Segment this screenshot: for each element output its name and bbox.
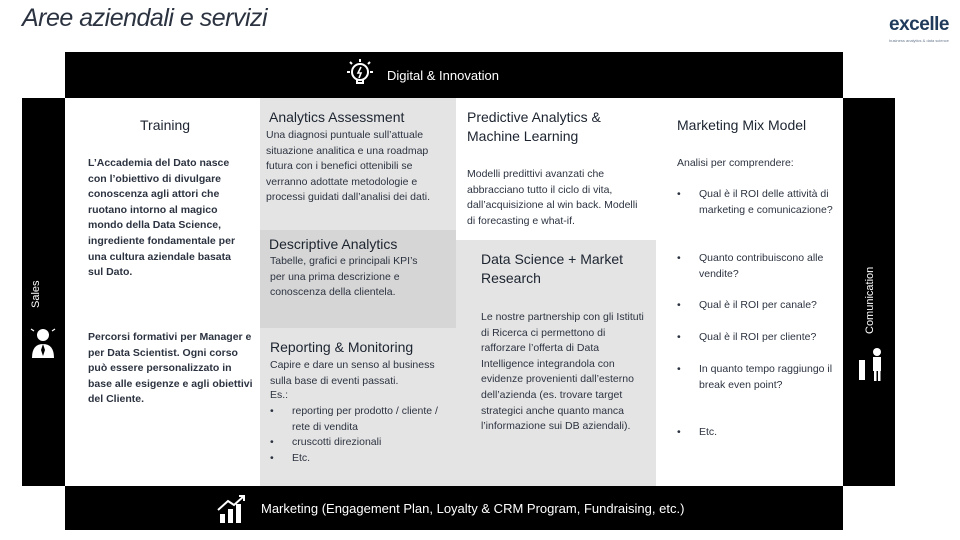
analytics-assessment-text: Una diagnosi puntuale sull’attuale situazione analitica e una roadmap futura con i benefici ottenibili se verranno adottate metodologie e processi guidati dall’analisi dei dati. (266, 129, 431, 204)
descriptive-analytics-text: Tabelle, grafici e principali KPI’s per una prima descrizione e conoscenza della clientela. (270, 255, 418, 299)
reporting-monitoring-text: Capire e dare un senso al business sulla base di eventi passati. (270, 359, 435, 387)
data-science-market-text: Le nostre partnership con gli Istituti di Ricerca ci permettono di rafforzare l’offerta di Data Intelligence integrandola con evidenze provenienti dall’esterno dell’azienda (es. trovare target strategici anche quanto manca l’informazione sui DB aziendali). (481, 311, 644, 433)
reporting-bullet-3: • Etc. (270, 451, 440, 467)
sales-label: Sales (30, 280, 42, 308)
training-courses-text: Percorsi formativi per Manager e per Data Scientist. Ogni corso può essere personalizzato in base alle esigenze e agli obiettivi del Cliente. (88, 331, 253, 406)
reporting-es-label: Es.: (270, 389, 289, 401)
marketing-band (65, 486, 843, 530)
data-science-market-box (456, 240, 656, 486)
communication-label: Comunication (864, 266, 876, 334)
predictive-analytics-heading: Predictive Analytics & Machine Learning (467, 109, 601, 144)
sales-side-band (22, 98, 65, 486)
mmm-bullet-1: • Qual è il ROI delle attività di marketing e comunicazione? (677, 187, 837, 218)
training-column (65, 98, 260, 486)
logo-text: excelle (889, 14, 949, 35)
digital-innovation-label: Digital & Innovation (387, 68, 500, 83)
mmm-bullet-1-text: Qual è il ROI delle attività di marketing e comunicazione? (699, 188, 833, 216)
salesperson-icon (28, 326, 58, 360)
communication-side-band (843, 98, 895, 486)
excelle-logo (888, 14, 950, 48)
analytics-column (260, 98, 456, 486)
descriptive-analytics-box (260, 230, 456, 328)
mmm-bullet-3-text: Qual è il ROI per canale? (699, 299, 817, 311)
logo-subtitle: business analytics & data science (889, 38, 949, 43)
marketing-mix-intro: Analisi per comprendere: (677, 157, 794, 169)
mmm-bullet-5: • In quanto tempo raggiungo il break even point? (677, 362, 837, 393)
reporting-bullet-3-text: Etc. (292, 452, 311, 464)
reporting-bullet-1-text: reporting per prodotto / cliente / rete di vendita (292, 405, 438, 433)
page-title: Aree aziendali e servizi (22, 4, 268, 32)
training-intro-text: L’Accademia del Dato nasce con l’obiettivo di divulgare conoscenza agli attori che ruotano intorno al magico mondo della Data Science, ingrediente fondamentale per una cultura aziendale basata sul Dato. (88, 157, 236, 279)
digital-innovation-band (65, 52, 843, 98)
mmm-bullet-2: • Quanto contribuiscono alle vendite? (677, 251, 837, 282)
mmm-bullet-6: • Etc. (677, 425, 837, 441)
mmm-bullet-6-text: Etc. (699, 426, 718, 438)
predictive-analytics-box (456, 98, 656, 240)
mmm-bullet-2-text: Quanto contribuiscono alle vendite? (699, 252, 824, 280)
mmm-bullet-3: • Qual è il ROI per canale? (677, 298, 837, 314)
mmm-bullet-5-text: In quanto tempo raggiungo il break even point? (699, 363, 833, 391)
analytics-assessment-heading: Analytics Assessment (269, 109, 405, 125)
marketing-mix-column (656, 98, 843, 486)
data-science-market-heading: Data Science + Market Research (481, 251, 624, 286)
marketing-mix-heading: Marketing Mix Model (677, 117, 807, 133)
lightbulb-gear-icon (344, 58, 376, 90)
reporting-bullet-1: • reporting per prodotto / cliente / rete di vendita (270, 404, 440, 435)
predictive-analytics-text: Modelli predittivi avanzati che abbracciano tutto il ciclo di vita, dall’acquisizione al win back. Modelli di forecasting e what-if. (467, 168, 638, 227)
mmm-bullet-4-text: Qual è il ROI per cliente? (699, 331, 817, 343)
mmm-bullet-4: • Qual è il ROI per cliente? (677, 330, 837, 346)
training-heading: Training (140, 117, 191, 133)
marketing-label: Marketing (Engagement Plan, Loyalty & CRM Program, Fundraising, etc.) (261, 501, 685, 516)
reporting-monitoring-heading: Reporting & Monitoring (270, 339, 414, 355)
descriptive-analytics-heading: Descriptive Analytics (269, 236, 398, 252)
growth-chart-icon (216, 494, 248, 524)
reporting-bullet-2-text: cruscotti direzionali (292, 436, 382, 448)
speaker-person-icon (855, 346, 885, 382)
reporting-bullet-2: • cruscotti direzionali (270, 435, 440, 451)
